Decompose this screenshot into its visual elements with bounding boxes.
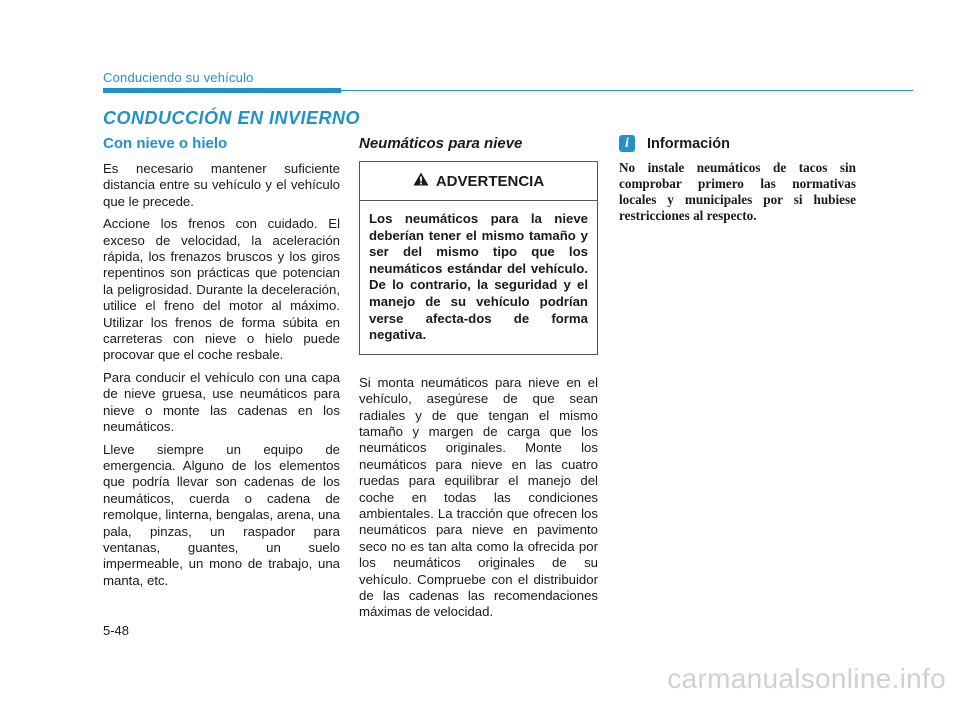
column-snow-ice [103, 135, 340, 595]
header-bar-thin [341, 90, 913, 91]
paragraph: Es necesario mantener suficiente distancia entre su vehículo y el vehículo que le precede. [103, 161, 340, 209]
info-header [619, 135, 856, 152]
info-icon: i [619, 135, 635, 152]
paragraph: Accione los frenos con cuidado. El exceso de velocidad, la aceleración rápida, los frenazos bruscos y los giros repentinos son prácticas que potencian la peligrosidad. Durante la deceleración, utilice el freno del motor al máximo. Utilizar los frenos de forma súbita en carreteras con nieve o hielo puede procovar que el coche resbale. [103, 216, 340, 363]
paragraph: Lleve siempre un equipo de emergencia. Alguno de los elementos que podría llevar son cadenas de los neumáticos, cuerda o cadena de remolque, linterna, bengalas, arena, una pala, pinzas, un raspador para ventanas, guantes, un suelo impermeable, un mono de trabajo, una manta, etc. [103, 441, 340, 588]
info-title: Información [647, 135, 730, 152]
section-title: CONDUCCIÓN EN INVIERNO [103, 108, 361, 128]
column-information [619, 135, 856, 224]
subtitle-snow-tires: Neumáticos para nieve [359, 135, 523, 152]
chapter-header: Conduciendo su vehículo [103, 70, 254, 85]
warning-triangle-icon [413, 172, 429, 190]
info-text: No instale neumáticos de tacos sin comprobar primero las normativas locales y municipales por si hubiese restricciones al respecto. [619, 160, 856, 223]
watermark: carmanualsonline.info [667, 663, 946, 694]
warning-box [359, 161, 598, 355]
page-number: 5-48 [103, 623, 130, 638]
column-snow-tires [359, 135, 598, 627]
paragraph: Si monta neumáticos para nieve en el vehículo, asegúrese de que sean radiales y de que tengan el mismo tamaño y margen de carga que los neumáticos originales. Monte los neumáticos para nieve en las cuatro ruedas para equilibrar el manejo del coche en todas las condiciones ambientales. La tracción que ofrecen los neumáticos para nieve en pavimento seco no es tan alta como la ofrecida por los neumáticos originales de su vehículo. Compruebe con el distribuidor de las cadenas las recomendaciones máximas de velocidad. [359, 374, 598, 620]
header-bar-thick [103, 88, 341, 93]
warning-header [360, 162, 597, 201]
subtitle-snow-ice: Con nieve o hielo [103, 135, 228, 152]
paragraph: Para conducir el vehículo con una capa de nieve gruesa, use neumáticos para nieve o monte las cadenas en los neumáticos. [103, 369, 340, 435]
warning-text: Los neumáticos para la nieve deberían tener el mismo tamaño y ser del mismo tipo que los neumáticos estándar del vehículo. De lo contrario, la seguridad y el manejo de su vehículo podrían verse afecta-dos de forma negativa. [369, 211, 588, 343]
warning-label: ADVERTENCIA [435, 172, 545, 190]
